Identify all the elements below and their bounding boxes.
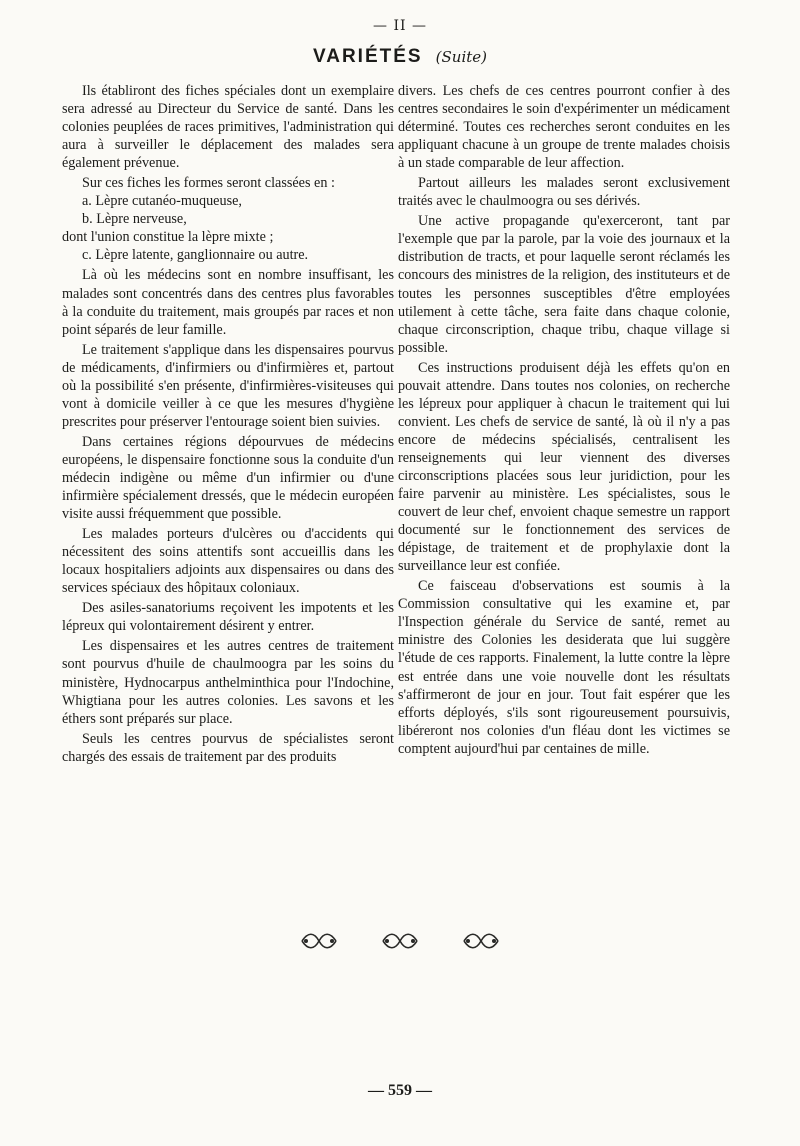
page-number: — 559 — bbox=[368, 1082, 432, 1099]
paragraph: Ils établiront des fiches spéciales dont un exemplaire sera adressé au Directeur du Service de santé. Dans les colonies peuplées de races primitives, l'administration qui aura à surveiller le déplacement des malades sera également prévenue. bbox=[62, 83, 394, 172]
paragraph: Le traitement s'applique dans les dispensaires pourvus de médicaments, d'infirmiers ou d'infirmières et, partout où la possibilité s'en présente, d'infirmières-visiteuses qui vont à domicile veiller à ce que les mesures d'hygiène prescrites pour préserver l'entourage soient bien suivies. bbox=[62, 341, 394, 430]
list-item: c. Lèpre latente, ganglionnaire ou autre. bbox=[82, 247, 309, 264]
paragraph: Dans certaines régions dépourvues de médecins européens, le dispensaire fonctionne sous la conduite d'un médecin indigène ou même d'un infirmier ou d'une infirmière spécialement dressés, que le médecin européen visite aussi fréquemment que possible. bbox=[62, 433, 394, 523]
paragraph: Là où les médecins sont en nombre insuffisant, les malades sont concentrés dans des centres plus favorables à la conduite du traitement, mais groupés par races et non point séparés de leur famille. bbox=[62, 267, 394, 338]
fleuron-ornament-icon bbox=[381, 930, 419, 952]
paragraph: Une active propagande qu'exerceront, tant par l'exemple que par la parole, par la voie des journaux et la distribution de tracts, et pour laquelle seront réclamés les concours des ministres de la religion, des instituteurs et de toutes les personnes susceptibles d'être employées utilement à cette tâche, sera faite dans chaque colonie, chaque circonscription, chaque tribu, chaque village si possible. bbox=[398, 213, 730, 356]
heading-subtitle: (Suite) bbox=[435, 48, 488, 66]
top-page-marker: — II — bbox=[373, 18, 427, 34]
paragraph: Sur ces fiches les formes seront classées en : bbox=[82, 175, 335, 192]
paragraph: Les dispensaires et les autres centres de traitement sont pourvus d'huile de chaulmoogra par les soins du ministère, Hydnocarpus anthelminthica pour l'Indochine, Whigtiana pour les autres colonies. Les savons et les éthers sont préparés sur place. bbox=[62, 638, 394, 727]
ornament-row bbox=[300, 930, 500, 952]
right-column bbox=[398, 82, 730, 760]
paragraph: dont l'union constitue la lèpre mixte ; bbox=[62, 229, 274, 246]
left-column bbox=[62, 82, 394, 768]
paragraph: Seuls les centres pourvus de spécialistes seront chargés des essais de traitement par des produits bbox=[62, 730, 394, 765]
paragraph: divers. Les chefs de ces centres pourront confier à des centres secondaires le soin d'expérimenter un médicament déterminé. Toutes ces recherches seront conduites en les appliquant chacune à un groupe de trente malades choisis à un stade comparable de leur affection. bbox=[398, 83, 730, 172]
paragraph: Ce faisceau d'observations est soumis à la Commission consultative qui les examine et, par l'Inspection générale du Service de santé, remet au ministre des Colonies les desiderata que lui suggère l'étude de ces rapports. Finalement, la lutte contre la lèpre est entrée dans une voie nouvelle dont les résultats s'affirmeront de jour en jour. Tout fait espérer que les efforts déployés, s'ils sont rigoureusement poursuivis, libéreront nos colonies d'un fléau dont les victimes se comptent aujourd'hui par centaines de mille. bbox=[398, 578, 730, 757]
paragraph: Les malades porteurs d'ulcères ou d'accidents qui nécessitent des soins attentifs sont accueillis dans les locaux hospitaliers adjoints aux dispensaires ou dans des services spéciaux des hôpitaux coloniaux. bbox=[62, 526, 394, 597]
paragraph: Ces instructions produisent déjà les effets qu'on en pouvait attendre. Dans toutes nos colonies, on recherche les lépreux pour appliquer à chacun le traitement qui lui convient. Les chefs de service de santé, là où il n'y a pas encore de médecins spécialisés, centralisent les renseignements qui leur viennent des diverses circonscriptions placées sous leur juridiction, pour les faire parvenir au ministère. Les spécialistes, sous le couvert de leur chef, envoient chaque semestre un rapport documenté sur le fonctionnement des services de dépistage, de traitement et de prophylaxie dont la surveillance leur est confiée. bbox=[398, 359, 730, 575]
list-item: a. Lèpre cutanéo-muqueuse, bbox=[82, 193, 242, 210]
section-heading bbox=[0, 46, 800, 68]
paragraph: Des asiles-sanatoriums reçoivent les impotents et les lépreux qui volontairement désirent y entrer. bbox=[62, 600, 394, 635]
paragraph: Partout ailleurs les malades seront exclusivement traités avec le chaulmoogra ou ses dérivés. bbox=[398, 175, 730, 210]
fleuron-ornament-icon bbox=[462, 930, 500, 952]
fleuron-ornament-icon bbox=[300, 930, 338, 952]
heading-title: VARIÉTÉS bbox=[312, 46, 423, 67]
list-item: b. Lèpre nerveuse, bbox=[82, 211, 187, 228]
